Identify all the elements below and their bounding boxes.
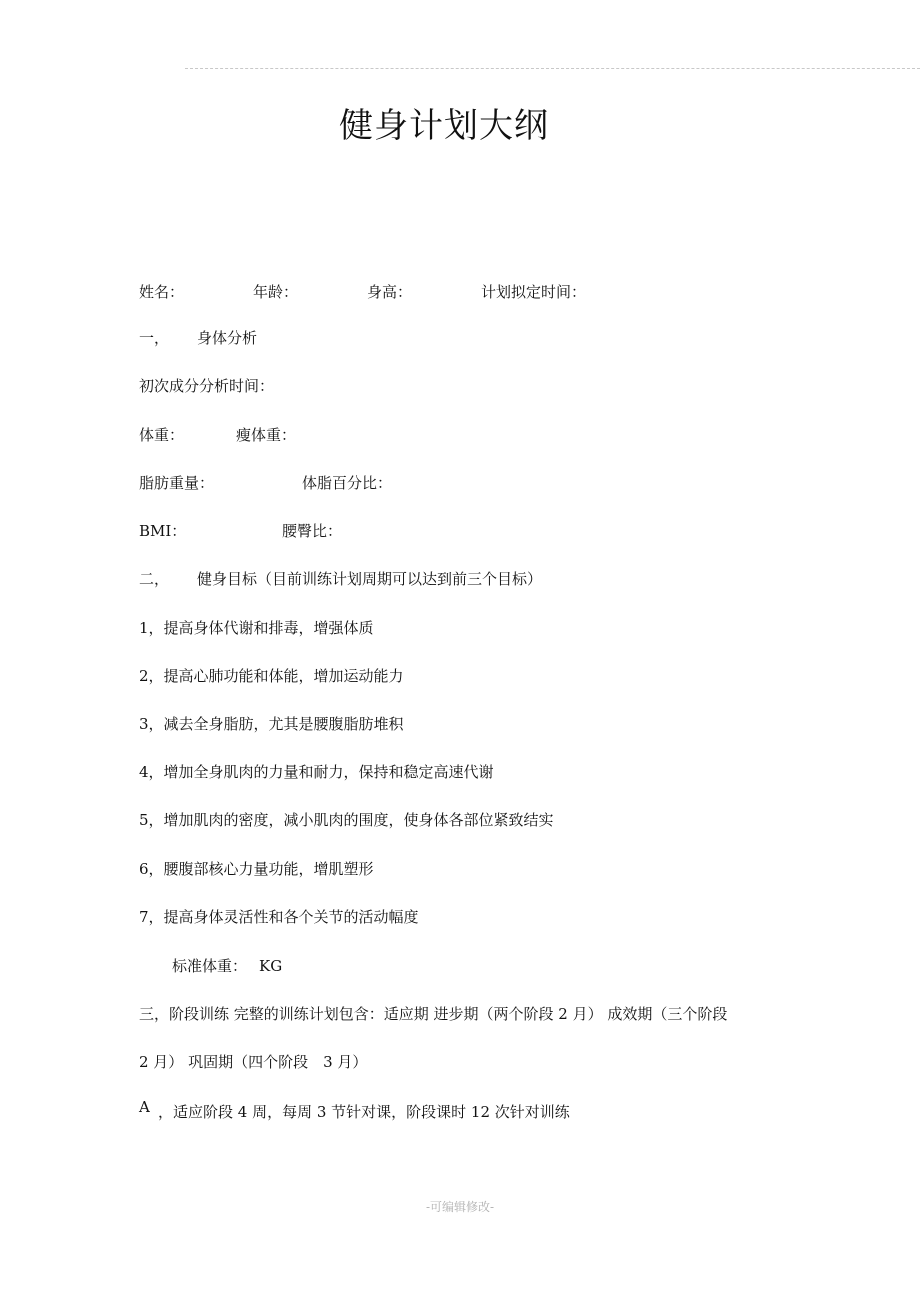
height-label: 身高： [367, 283, 413, 301]
body-fat-pct-label: 体脂百分比： [302, 474, 393, 492]
goal-item: 2，提高心肺功能和体能，增加运动能力 [139, 667, 404, 685]
goal-item: 7，提高身体灵活性和各个关节的活动幅度 [139, 908, 419, 926]
goal-item: 6，腰腹部核心力量功能，增肌塑形 [139, 860, 374, 878]
lean-weight-label: 瘦体重： [236, 426, 297, 444]
standard-weight-unit: KG [259, 957, 283, 975]
standard-weight-label: 标准体重： [172, 957, 248, 975]
waist-hip-label: 腰臀比： [282, 522, 343, 540]
weight-label: 体重： [139, 426, 185, 444]
goal-item: 4，增加全身肌肉的力量和耐力，保持和稳定高速代谢 [139, 763, 494, 781]
goal-item: 1，提高身体代谢和排毒，增强体质 [139, 619, 374, 637]
phase-a-text: ，适应阶段 4 周，每周 3 节针对课，阶段课时 12 次针对训练 [158, 1103, 570, 1121]
section1-heading: 身体分析 [197, 329, 258, 347]
name-label: 姓名： [139, 283, 185, 301]
section1-number: 一， [139, 329, 170, 347]
fat-mass-label: 脂肪重量： [139, 474, 215, 492]
page-title: 健身计划大纲 [339, 106, 549, 146]
goal-item: 3，减去全身脂肪，尤其是腰腹脂肪堆积 [139, 715, 404, 733]
section2-number: 二， [139, 570, 170, 588]
header-rule [185, 68, 920, 69]
phase-a-marker: A [139, 1098, 150, 1116]
goal-item: 5，增加肌肉的密度，减小肌肉的围度，使身体各部位紧致结实 [139, 811, 554, 829]
footer-note: -可编辑修改- [425, 1200, 495, 1214]
age-label: 年龄： [253, 283, 299, 301]
first-analysis-time: 初次成分分析时间： [139, 377, 275, 395]
plan-time-label: 计划拟定时间： [481, 283, 587, 301]
section2-heading: 健身目标（目前训练计划周期可以达到前三个目标） [197, 570, 543, 588]
section3-line2: 2 月） 巩固期（四个阶段 3 月） [139, 1053, 368, 1071]
section3-line1: 三，阶段训练 完整的训练计划包含：适应期 进步期（两个阶段 2 月） 成效期（三个阶段 [139, 1005, 728, 1023]
bmi-label: BMI： [139, 522, 187, 540]
